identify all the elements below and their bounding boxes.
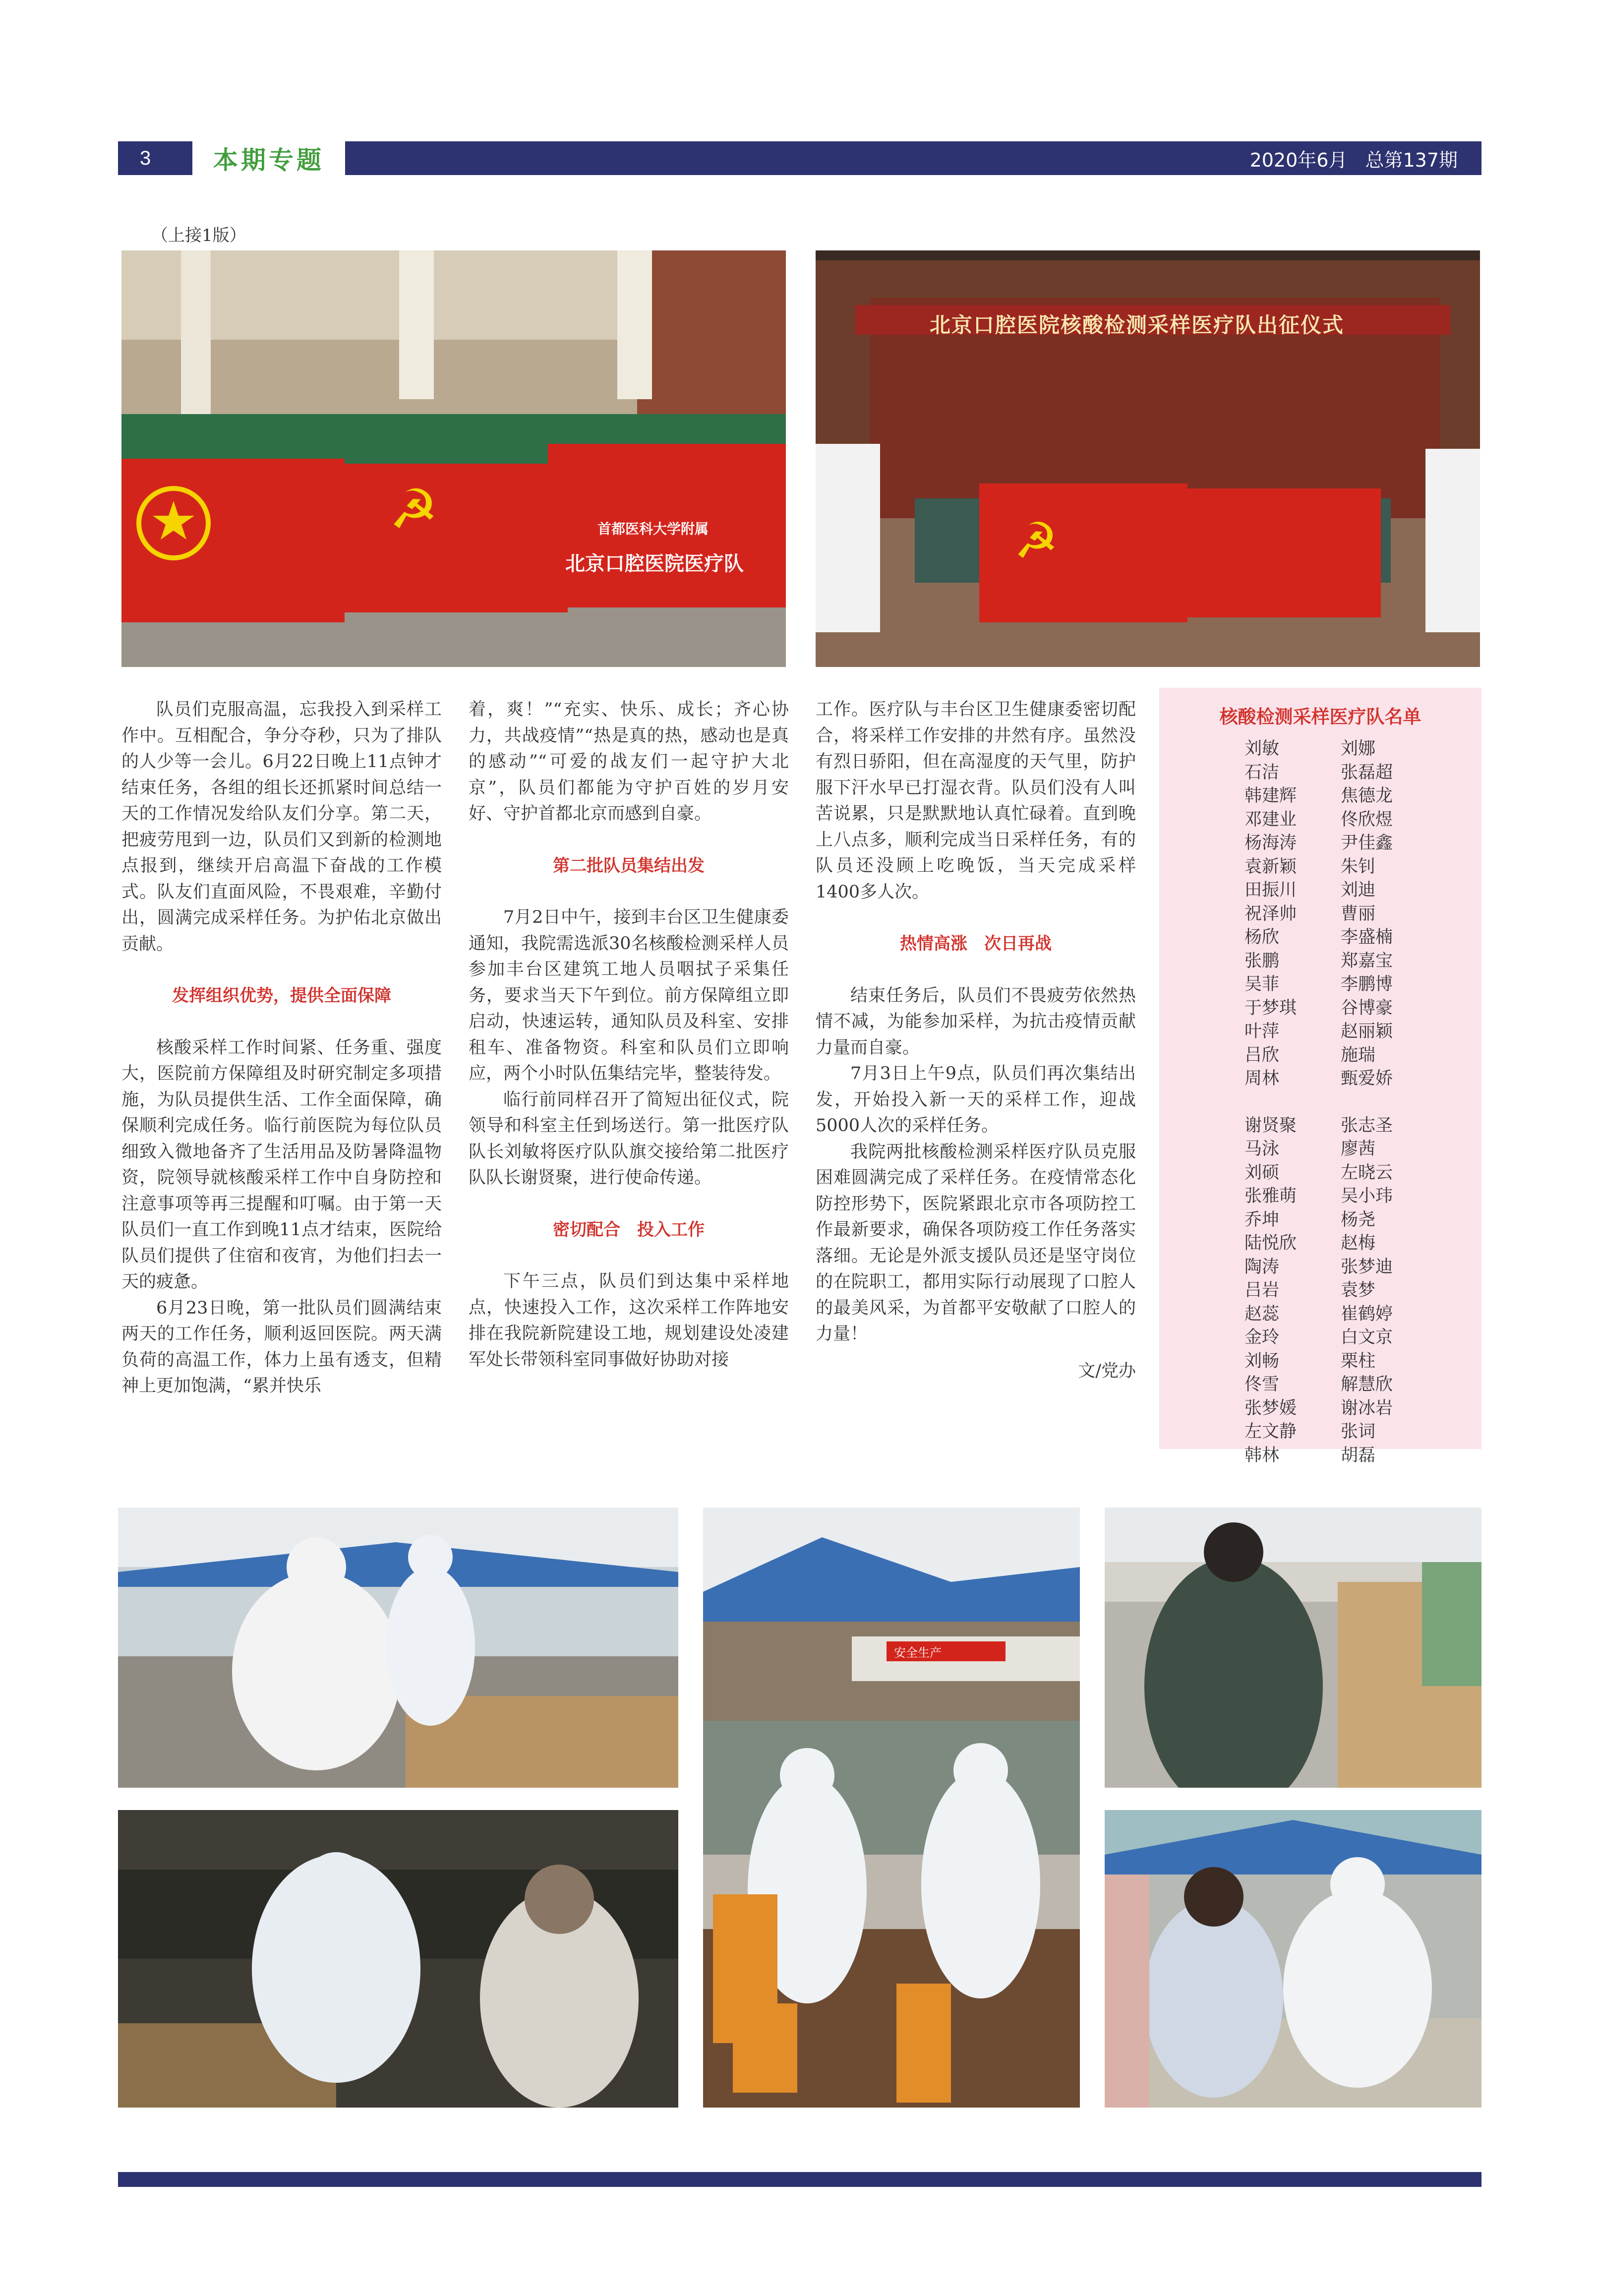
roster-name: 吕欣 (1244, 1045, 1280, 1065)
roster-name: 于梦琪 (1244, 998, 1297, 1018)
roster-name: 张志圣 (1341, 1115, 1393, 1136)
paragraph: 核酸采样工作时间紧、任务重、强度大，医院前方保障组及时研究制定多项措施，为队员提供生活、工作全面保障，确保顺利完成任务。临行前医院为每位队员细致入微地备齐了生活用品及防暑降温物资，院领导就核酸采样工作中自身防控和注意事项等再三提醒和叮嘱。由于第一天队员们一直工作到晚11点才结束，医院给队员们提供了住宿和夜宵，为他们扫去一天的疲惫。 (121, 1037, 442, 1292)
roster-name: 刘硕 (1244, 1162, 1280, 1183)
roster-name: 李盛楠 (1341, 927, 1393, 947)
roster-name: 谢冰岩 (1341, 1398, 1393, 1418)
sampling-photo-3 (1105, 1508, 1481, 1788)
roster-name: 马泳 (1244, 1139, 1280, 1159)
roster-name: 邓建业 (1244, 809, 1297, 830)
paragraph: 7月2日中午，接到丰台区卫生健康委通知，我院需选派30名核酸检测采样人员参加丰台区建筑工地人员咽拭子采集任务，要求当天下午到位。前方保障组立即启动，快速运转，通知队员及科室、安排租车、准备物资。科室和队员们立即响应，两个小时队伍集结完毕，整装待发。 (469, 907, 789, 1084)
section-heading: 发挥组织优势，提供全面保障 (172, 986, 391, 1006)
roster-name: 郑嘉宝 (1341, 951, 1393, 971)
sampling-photo-5 (1105, 1810, 1481, 2108)
roster-name: 吴小玮 (1341, 1186, 1393, 1206)
article-column-1 (121, 697, 442, 1399)
roster-right-column (1341, 737, 1393, 1467)
roster-name: 左文静 (1244, 1422, 1297, 1442)
paragraph: 下午三点，队员们到达集中采样地点，快速投入工作，这次采样工作阵地安排在我院新院建设工地，规划建设处凌建军处长带领科室同事做好协助对接 (469, 1271, 789, 1370)
roster-name: 杨海涛 (1244, 833, 1297, 853)
roster-box (1159, 688, 1481, 1465)
roster-name: 韩林 (1244, 1445, 1280, 1465)
roster-name: 张鹏 (1244, 951, 1280, 971)
section-heading: 密切配合 投入工作 (553, 1219, 705, 1240)
section-heading: 第二批队员集结出发 (553, 855, 705, 876)
banner-line2: 北京口腔医院医疗队 (565, 552, 744, 575)
roster-name: 佟雪 (1244, 1375, 1280, 1394)
roster-name: 杨欣 (1244, 927, 1280, 947)
roster-name: 石洁 (1244, 762, 1280, 783)
roster-name: 陆悦欣 (1244, 1233, 1297, 1253)
roster-name: 谷博豪 (1341, 998, 1393, 1018)
roster-name: 谢贤聚 (1244, 1115, 1297, 1136)
stage-banner-text: 北京口腔医院核酸检测采样医疗队出征仪式 (930, 313, 1345, 337)
footer-bar (118, 2172, 1481, 2187)
paragraph: 我院两批核酸检测采样医疗队员克服困难圆满完成了采样任务。在疫情常态化防控形势下，医院紧跟北京市各项防控工作最新要求，确保各项防疫工作任务落实落细。无论是外派支援队员还是坚守岗位的在院职工，都用实际行动展现了口腔人的最美风采，为首都平安敬献了口腔人的力量！ (816, 1142, 1136, 1344)
roster-name: 刘敏 (1244, 739, 1280, 759)
banner-line1: 首都医科大学附属 (597, 521, 709, 537)
svg-text:☭: ☭ (1014, 512, 1059, 570)
section-heading: 热情高涨 次日再战 (900, 934, 1052, 954)
page-number: 3 (118, 141, 182, 175)
paragraph: 队员们克服高温，忘我投入到采样工作中。互相配合，争分夺秒，只为了排队的人少等一会儿。6月22日晚上11点钟才结束任务，各组的组长还抓紧时间总结一天的工作情况发给队友们分享。第二天，把疲劳甩到一边，队员们又到新的检测地点报到，继续开启高温下奋战的工作模式。队友们直面风险，不畏艰难，辛勤付出，圆满完成采样任务。为护佑北京做出贡献。 (121, 700, 442, 954)
roster-name: 赵蕊 (1244, 1304, 1280, 1324)
roster-name: 吕岩 (1244, 1280, 1280, 1300)
roster-name: 朱钊 (1341, 856, 1376, 877)
sampling-photo-4 (118, 1810, 678, 2108)
sampling-photo-2 (703, 1508, 1080, 2108)
paragraph: 6月23日晚，第一批队员们圆满结束两天的工作任务，顺利返回医院。两天满负荷的高温工作，体力上虽有透支，但精神上更加饱满，“累并快乐 (121, 1298, 442, 1396)
paragraph: 结束任务后，队员们不畏疲劳依然热情不减，为能参加采样，为抗击疫情贡献力量而自豪。 (816, 985, 1136, 1058)
paragraph: 着，爽！”“充实、快乐、成长；齐心协力，共战疫情”“热是真的热，感动也是真的感动”“可爱的战友们一起守护大北京”，队员们都能为守护百姓的岁月安好、守护首都北京而感到自豪。 (469, 700, 789, 824)
roster-name: 叶萍 (1244, 1022, 1280, 1041)
issue-date: 2020年6月 (1249, 149, 1348, 171)
roster-name: 袁梦 (1341, 1280, 1376, 1300)
roster-name: 祝泽帅 (1244, 904, 1297, 924)
roster-name: 张雅萌 (1244, 1186, 1297, 1206)
roster-name: 刘娜 (1341, 739, 1376, 759)
roster-name: 赵梅 (1341, 1233, 1376, 1253)
roster-group-gap (1341, 1091, 1393, 1114)
roster-name: 金玲 (1244, 1328, 1280, 1347)
roster-name: 尹佳鑫 (1341, 833, 1393, 853)
roster-name: 乔坤 (1244, 1209, 1280, 1230)
issue-info (1250, 141, 1458, 175)
roster-title: 核酸检测采样医疗队名单 (1219, 706, 1421, 727)
article-column-3 (816, 697, 1136, 1384)
roster-name: 焦德龙 (1341, 786, 1393, 806)
roster-left-column (1244, 737, 1297, 1467)
roster-name: 廖茜 (1341, 1139, 1376, 1159)
roster-name: 赵丽颖 (1341, 1022, 1393, 1041)
article-column-2 (469, 697, 789, 1373)
roster-name: 袁新颖 (1244, 856, 1297, 877)
roster-name: 杨尧 (1341, 1209, 1376, 1230)
tent-sign-text: 安全生产 (894, 1646, 942, 1660)
roster-name: 甄爱娇 (1341, 1069, 1393, 1088)
byline: 文/党办 (1078, 1361, 1136, 1381)
continued-note: （上接1版） (151, 226, 246, 245)
roster-name: 崔鹤婷 (1341, 1304, 1393, 1324)
roster-name: 张梦迪 (1341, 1257, 1393, 1277)
roster-name: 佟欣煜 (1341, 809, 1393, 830)
paragraph: 工作。医疗队与丰台区卫生健康委密切配合，将采样工作安排的井然有序。虽然没有烈日骄阳，但在高湿度的天气里，防护服下汗水早已打湿衣背。队员们没有人叫苦说累，只是默默地认真忙碌着。直到晚上八点多，顺利完成当日采样任务，有的队员还没顾上吃晚饭，当天完成采样1400多人次。 (816, 700, 1136, 902)
issue-number: 总第137期 (1365, 149, 1458, 171)
roster-name: 周林 (1244, 1069, 1280, 1088)
svg-text:☭: ☭ (389, 478, 438, 541)
roster-name: 施瑞 (1341, 1045, 1376, 1065)
section-title: 本期专题 (192, 141, 345, 175)
team-flag-photo (121, 250, 786, 667)
roster-name: 吴菲 (1244, 974, 1280, 994)
roster-name: 陶涛 (1244, 1257, 1280, 1277)
roster-name: 田振川 (1244, 880, 1297, 900)
roster-name: 胡磊 (1341, 1445, 1376, 1465)
paragraph: 临行前同样召开了简短出征仪式，院领导和科室主任到场送行。第一批医疗队队长刘敏将医疗队队旗交接给第二批医疗队队长谢贤聚，进行使命传递。 (469, 1089, 789, 1188)
roster-name: 韩建辉 (1244, 786, 1297, 806)
roster-name: 刘迪 (1341, 880, 1376, 900)
roster-name: 左晓云 (1341, 1162, 1393, 1183)
roster-name: 白文京 (1341, 1328, 1393, 1347)
sampling-photo-1 (118, 1508, 678, 1788)
ceremony-photo (816, 250, 1480, 667)
roster-name: 张梦媛 (1244, 1398, 1297, 1418)
roster-name: 张词 (1341, 1422, 1376, 1442)
roster-group-gap (1244, 1091, 1297, 1114)
roster-name: 张磊超 (1341, 762, 1393, 783)
paragraph: 7月3日上午9点，队员们再次集结出发，开始投入新一天的采样工作，迎战5000人次的采样任务。 (816, 1064, 1136, 1136)
roster-name: 李鹏博 (1341, 974, 1393, 994)
roster-name: 解慧欣 (1341, 1375, 1393, 1394)
roster-name: 栗柱 (1341, 1351, 1376, 1371)
roster-name: 刘畅 (1244, 1351, 1280, 1371)
roster-name: 曹丽 (1341, 904, 1376, 924)
